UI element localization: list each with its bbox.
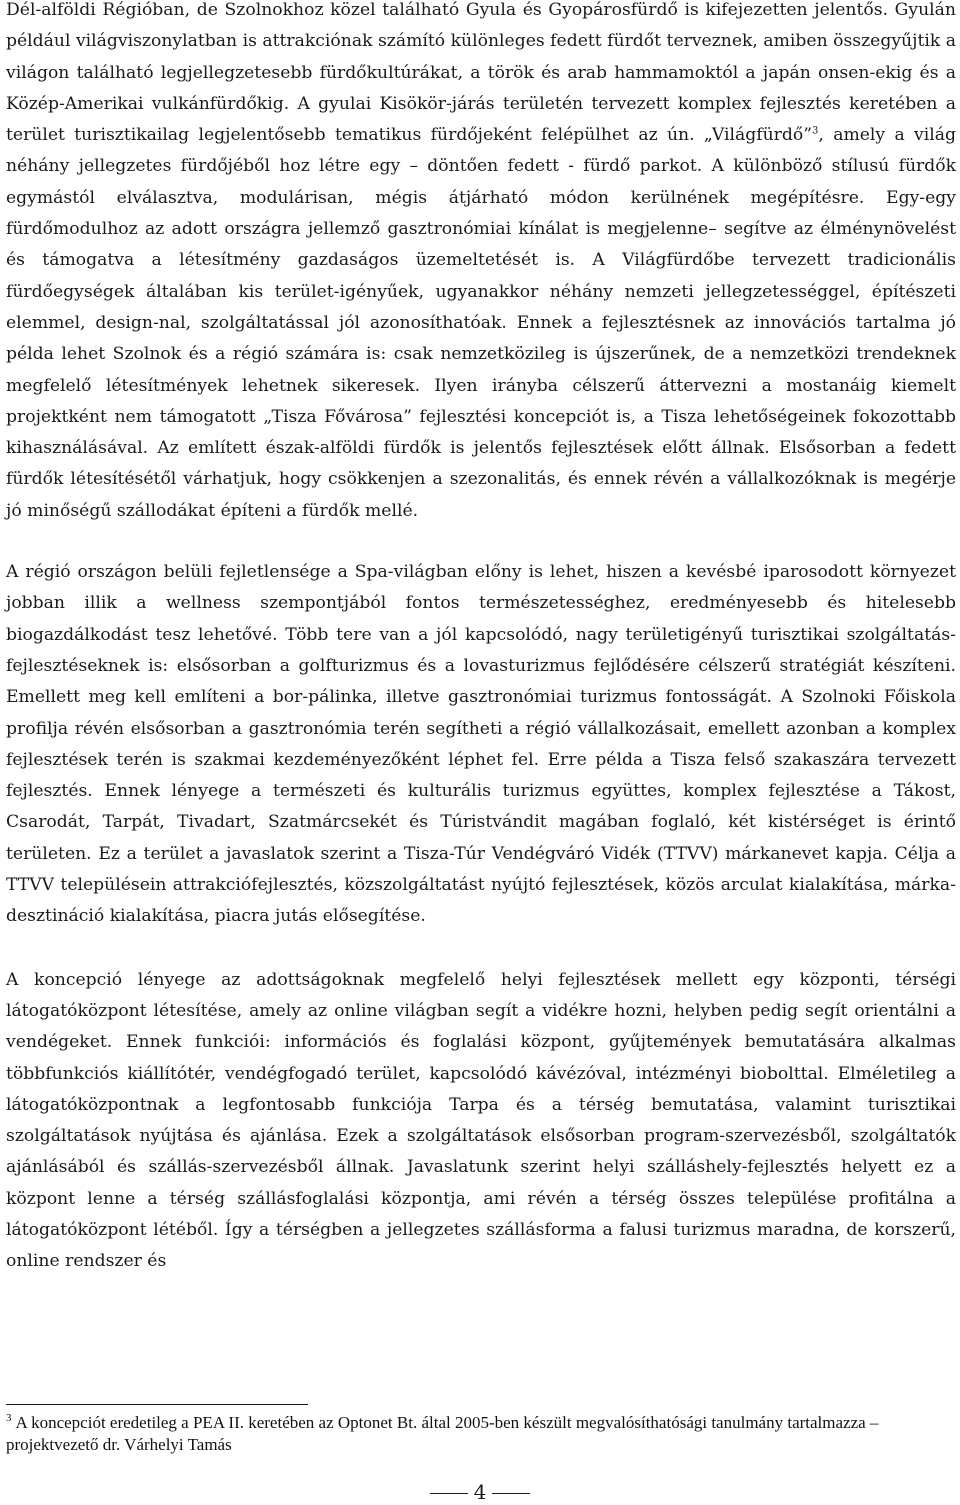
- paragraph-1-text-a: Dél-alföldi Régióban, de Szolnokhoz közel található Gyula és Gyopárosfürdő is kifejezetten jelentős. Gyulán például világviszonylatban is attrakciónak számító különleges fedett fürdőt terveznek, amiben összegyűjtik a világon található legjellegzetesebb fürdőkultúrákat, a török és arab hammamoktól a japán onsen-ekig és a Közép-Amerikai vulkánfürdőkig. A gyulai Kisökör-járás területén tervezett komplex fejlesztés keretében a terület turisztikailag legjelentősebb tematikus fürdőjeként felépülhet az ún. „Világfürdő”: [6, 0, 956, 146]
- paragraph-1: [6, 0, 956, 527]
- paragraph-3: A koncepció lényege az adottságoknak megfelelő helyi fejlesztések mellett egy központi, térségi látogatóközpont létesítése, amely az online világban segít a vidékre hozni, helyben pedig segít orientálni a vendégeket. Ennek funkciói: információs és foglalási központ, gyűjtemények bemutatására alkalmas többfunkciós kiállítótér, vendégfogadó terület, kapcsolódó kávézóval, intézményi biobolttal. Elméletileg a látogatóközpontnak a legfontosabb funkciója Tarpa és a térség bemutatása, valamint turisztikai szolgáltatások nyújtása és ajánlása. Ezek a szolgáltatások elsősorban program-szervezésből, szolgáltatók ajánlásából és szállás-szervezésből állnak. Javaslatunk szerint helyi szálláshely-fejlesztés helyett ez a központ lenne a térség szállásfoglalási központja, ami révén a térség összes települése profitálna a látogatóközpont létéből. Így a térségben a jellegzetes szállásforma a falusi turizmus maradna, de korszerű, online rendszer és: [6, 969, 956, 1272]
- page-number-dash-left: [430, 1493, 468, 1494]
- paragraph-1-text-b: , amely a világ néhány jellegzetes fürdőjéből hoz létre egy – döntően fedett - fürdő parkot. A különböző stílusú fürdők egymástól elválasztva, modulárisan, mégis átjárható módon kerülnének megépítésre. Egy-egy fürdőmodulhoz az adott országra jellemző gasztronómiai kínálat is megjelenne– segítve az élménynövelést és támogatva a létesítmény gazdaságos üzemeltetését is. A Világfürdőbe tervezett tradicionális fürdőegységek általában kis terület-igényűek, ugyanakkor néhány nemzeti jellegzetességgel, építészeti elemmel, design-nal, szolgáltatással jól azonosíthatóak. Ennek a fejlesztésnek az innovációs tartalma jó példa lehet Szolnok és a régió számára is: csak nemzetközileg is újszerűnek, de a nemzetközi trendeknek megfelelő létesítmények lehetnek sikeresek. Ilyen irányba célszerű áttervezni a mostanáig kiemelt projektként nem támogatott „Tisza Fővárosa” fejlesztési koncepciót is, a Tisza lehetőségeinek fokozottabb kihasználásával. Az említett észak-alföldi fürdők is jelentős fejlesztések előtt állnak. Elsősorban a fedett fürdők létesítésétől várhatjuk, hogy csökkenjen a szezonalitás, és ennek révén a vállalkozóknak is megérje jó minőségű szállodákat építeni a fürdők mellé.: [6, 125, 956, 521]
- footnote-reference[interactable]: 3: [812, 125, 819, 137]
- page-number-value: 4: [473, 1480, 487, 1504]
- footnote: [6, 1412, 936, 1456]
- footnote-separator: [6, 1404, 308, 1405]
- footnote-mark: 3: [6, 1412, 12, 1425]
- page-number-dash-right: [492, 1493, 530, 1494]
- footnote-text: A koncepciót eredetileg a PEA II. keretében az Optonet Bt. által 2005-ben készült megvalósíthatósági tanulmány tartalmazza – projektvezető dr. Várhelyi Tamás: [6, 1413, 879, 1454]
- page-number: [0, 1480, 960, 1504]
- paragraph-2: A régió országon belüli fejletlensége a Spa-világban előny is lehet, hiszen a kevésbé iparosodott környezet jobban illik a wellness szempontjából fontos természetességhez, eredményesebb és hitelesebb biogazdálkodást tesz lehetővé. Több tere van a jól kapcsolódó, nagy területigényű turisztikai szolgáltatás-fejlesztéseknek is: elsősorban a golfturizmus és a lovasturizmus fejlődésére célszerű stratégiát készíteni. Emellett meg kell említeni a bor-pálinka, illetve gasztronómiai turizmus fontosságát. A Szolnoki Főiskola profilja révén elsősorban a gasztronómia terén segítheti a régió vállalkozásait, emellett azonban a komplex fejlesztések terén is szakmai kezdeményezőként léphet fel. Erre példa a Tisza felső szakaszára tervezett fejlesztés. Ennek lényege a természeti és kulturális turizmus együttes, komplex fejlesztése a Tákost, Csarodát, Tarpát, Tivadart, Szatmárcsekét és Túristvándit magában foglaló, két kistérséget is érintő területen. Ez a terület a javaslatok szerint a Tisza-Túr Vendégváró Vidék (TTVV) márkanevet kapja. Célja a TTVV településein attrakciófejlesztés, közszolgáltatást nyújtó fejlesztések, közös arculat kialakítása, márka-desztináció kialakítása, piacra jutás elősegítése.: [6, 562, 956, 927]
- document-body: [6, 0, 956, 1278]
